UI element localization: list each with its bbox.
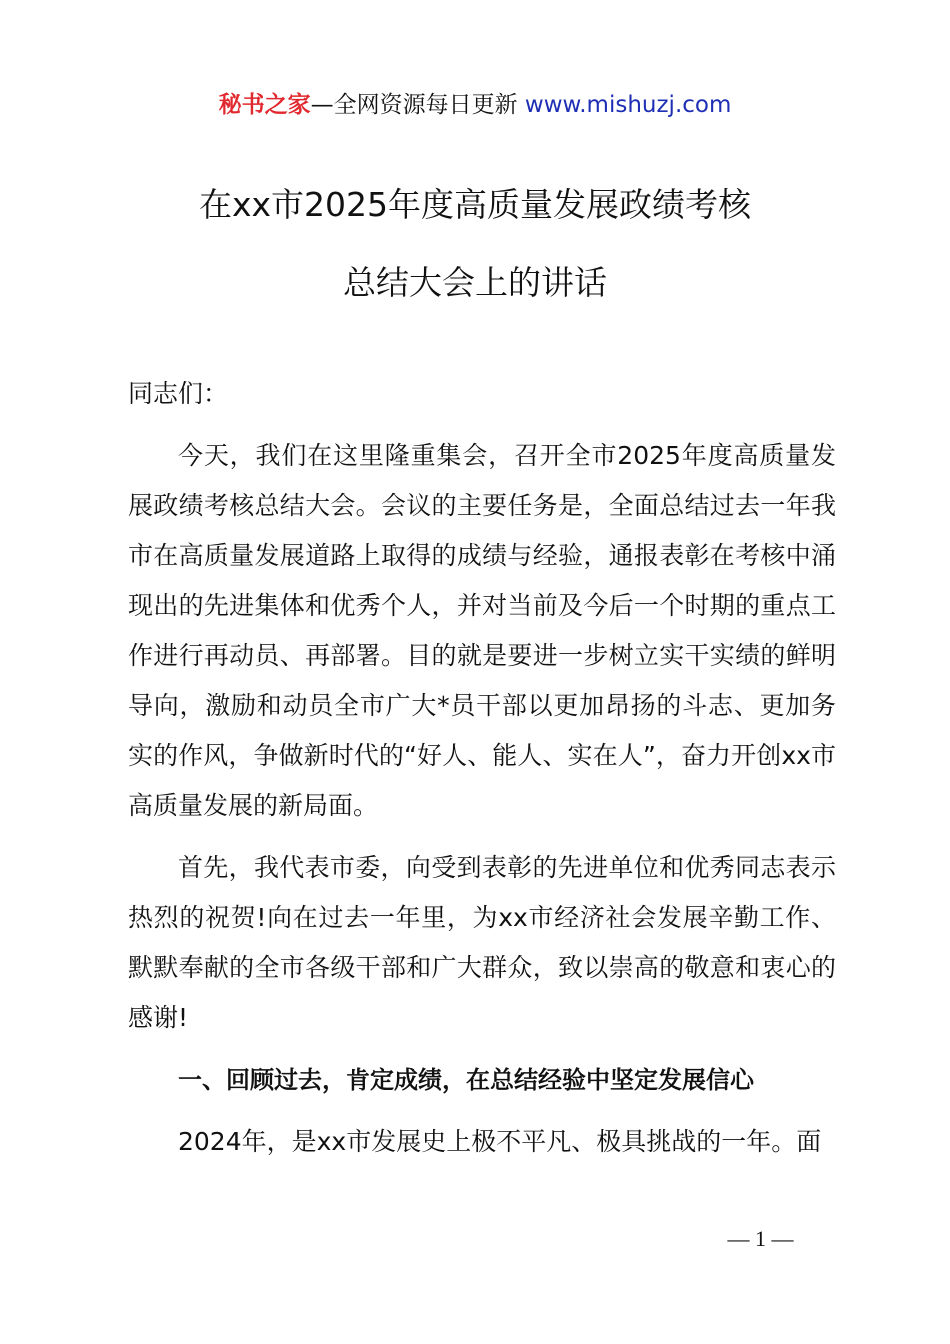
page-number: — 1 — bbox=[727, 1226, 794, 1251]
document-body bbox=[128, 369, 836, 1179]
paragraph-1: 今天，我们在这里隆重集会，召开全市2025年度高质量发展政绩考核总结大会。会议的主要任务是，全面总结过去一年我市在高质量发展道路上取得的成绩与经验，通报表彰在考核中涌现出的先进集体和优秀个人，并对当前及今后一个时期的重点工作进行再动员、再部署。目的就是要进一步树立实干实绩的鲜明导向，激励和动员全市广大*员干部以更加昂扬的斗志、更加务实的作风，争做新时代的“好人、能人、实在人”，奋力开创xx市高质量发展的新局面。 bbox=[128, 441, 836, 820]
site-header bbox=[0, 90, 950, 120]
paragraph-3: 2024年，是xx市发展史上极不平凡、极具挑战的一年。面 bbox=[178, 1127, 822, 1156]
section-heading-1: 一、回顾过去，肯定成绩，在总结经验中坚定发展信心 bbox=[178, 1065, 754, 1094]
document-title bbox=[0, 182, 950, 338]
title-line-2: 总结大会上的讲话 bbox=[343, 263, 607, 302]
brand-name: 秘书之家 bbox=[218, 92, 311, 118]
salutation: 同志们： bbox=[128, 379, 229, 408]
title-line-1: 在xx市2025年度高质量发展政绩考核 bbox=[198, 185, 752, 224]
site-url-link[interactable]: www.mishuzj.com bbox=[524, 92, 732, 118]
header-slogan: —全网资源每日更新 bbox=[310, 92, 525, 118]
paragraph-2: 首先，我代表市委，向受到表彰的先进单位和优秀同志表示热烈的祝贺!向在过去一年里，为xx市经济社会发展辛勤工作、默默奉献的全市各级干部和广大群众，致以崇高的敬意和衷心的感谢! bbox=[128, 853, 836, 1032]
